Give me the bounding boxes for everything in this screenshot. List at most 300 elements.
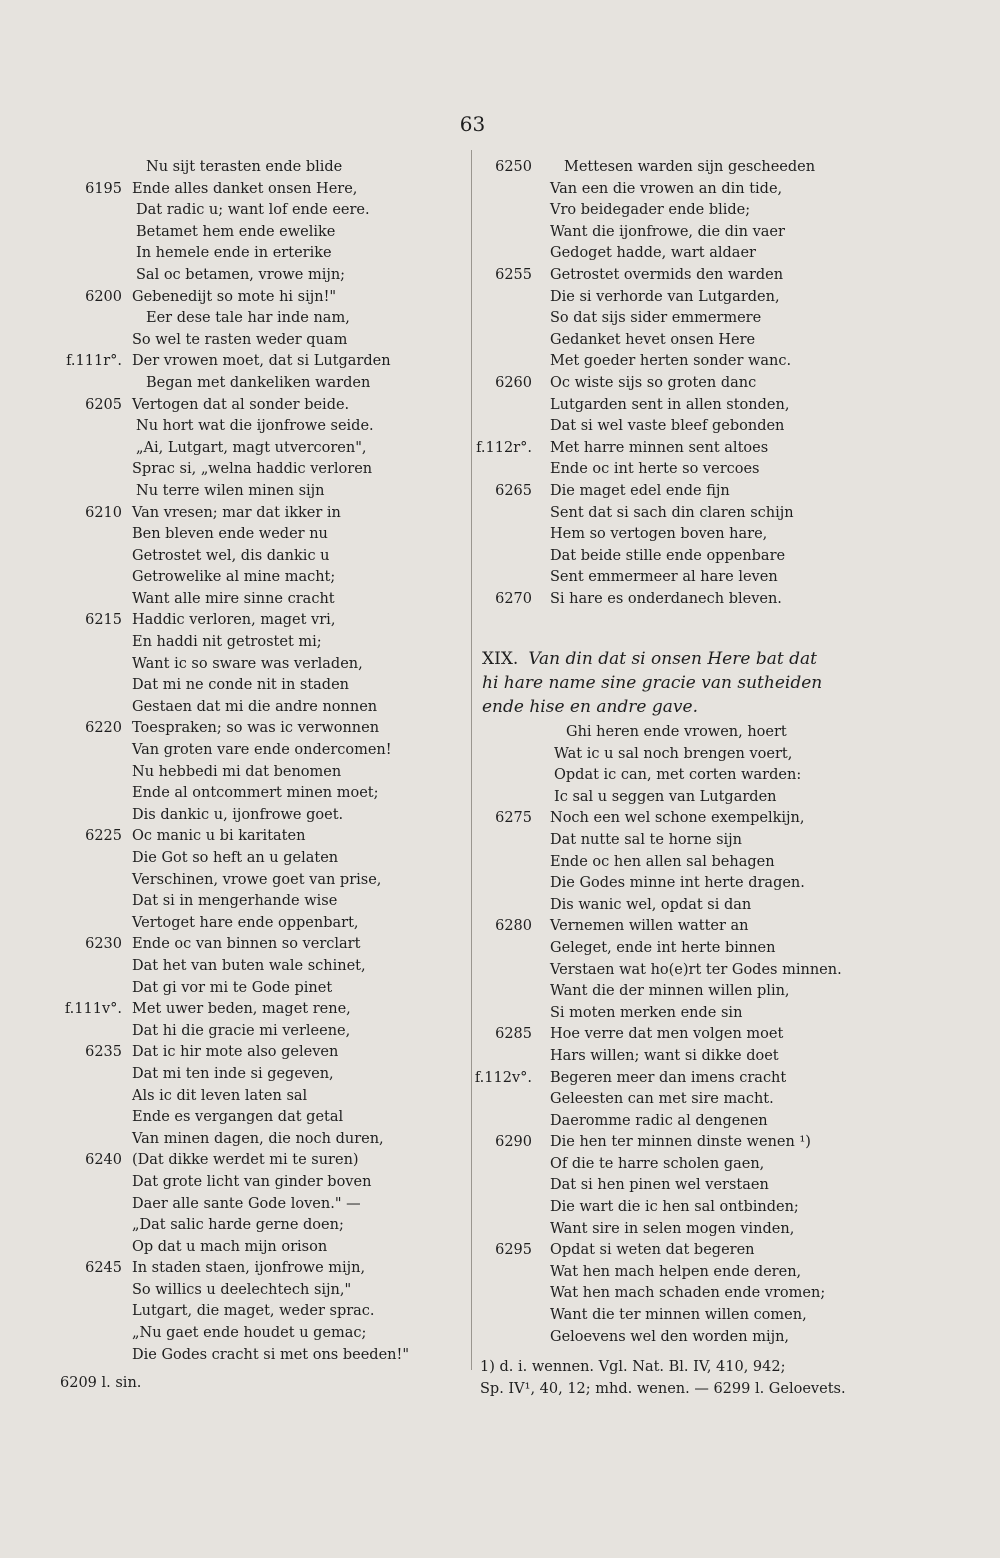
verse-number bbox=[470, 960, 550, 982]
verse-text: Dat hi die gracie mi verleene, bbox=[132, 1022, 351, 1039]
right-column bbox=[470, 157, 890, 610]
verse-line bbox=[40, 567, 460, 589]
verse-number bbox=[40, 632, 132, 654]
verse-text: Wat ic u sal noch brengen voert, bbox=[554, 745, 793, 762]
verse-line bbox=[470, 1154, 890, 1176]
verse-number bbox=[40, 373, 132, 395]
verse-text: Als ic dit leven laten sal bbox=[132, 1087, 308, 1104]
verse-line bbox=[40, 503, 460, 525]
verse-number: 6225 bbox=[85, 828, 122, 845]
verse-line bbox=[40, 1258, 460, 1280]
verse-number bbox=[40, 200, 132, 222]
verse-text: Sent emmermeer al hare leven bbox=[550, 569, 778, 586]
verse-line bbox=[40, 373, 460, 395]
verse-text: Lutgart, die maget, weder sprac. bbox=[132, 1303, 375, 1320]
verse-line bbox=[470, 765, 890, 787]
verse-line bbox=[40, 1237, 460, 1259]
verse-number: 6250 bbox=[495, 159, 532, 175]
verse-text: Wat hen mach schaden ende vromen; bbox=[550, 1285, 826, 1302]
verse-text: Getrostet overmids den warden bbox=[550, 266, 784, 283]
verse-number bbox=[470, 287, 550, 309]
verse-text: Ende al ontcommert minen moet; bbox=[132, 785, 379, 802]
verse-number bbox=[470, 1089, 550, 1111]
footnotes-right bbox=[480, 1356, 890, 1400]
verse-number bbox=[40, 265, 132, 287]
verse-line bbox=[470, 416, 890, 438]
verse-line bbox=[40, 1107, 460, 1129]
verse-line bbox=[40, 524, 460, 546]
footnote-line-1: 1) d. i. wennen. Vgl. Nat. Bl. IV, 410, 942; bbox=[480, 1359, 786, 1375]
verse-line bbox=[40, 610, 460, 632]
verse-line bbox=[40, 1323, 460, 1345]
verse-text: Sprac si, „welna haddic verloren bbox=[132, 461, 373, 478]
verse-text: Met harre minnen sent altoes bbox=[550, 439, 769, 456]
verse-text: Want alle mire sinne cracht bbox=[132, 590, 335, 607]
verse-line bbox=[40, 632, 460, 654]
verse-number bbox=[470, 1046, 550, 1068]
verse-number: f.111r°. bbox=[66, 353, 122, 370]
verse-number bbox=[470, 330, 550, 352]
verse-number bbox=[40, 1107, 132, 1129]
verse-text: Met uwer beden, maget rene, bbox=[132, 1001, 351, 1018]
verse-number: f.112v°. bbox=[474, 1069, 532, 1086]
verse-text: Dat mi ne conde nit in staden bbox=[132, 677, 350, 694]
verse-number: 6290 bbox=[495, 1134, 532, 1151]
verse-text: „Dat salic harde gerne doen; bbox=[132, 1217, 344, 1234]
verse-line bbox=[40, 222, 460, 244]
verse-line bbox=[40, 999, 460, 1021]
verse-number bbox=[470, 1175, 550, 1197]
verse-number bbox=[470, 1305, 550, 1327]
verse-line bbox=[470, 1219, 890, 1241]
verse-line bbox=[470, 744, 890, 766]
verse-text: Dat si wel vaste bleef gebonden bbox=[550, 418, 785, 435]
verse-number: 6275 bbox=[495, 810, 532, 827]
verse-number bbox=[40, 783, 132, 805]
verse-line bbox=[470, 395, 890, 417]
verse-line bbox=[40, 956, 460, 978]
verse-number bbox=[470, 222, 550, 244]
verse-text: Daeromme radic al dengenen bbox=[550, 1112, 768, 1129]
verse-line bbox=[470, 373, 890, 395]
verse-line bbox=[470, 243, 890, 265]
verse-line bbox=[470, 1068, 890, 1090]
verse-line bbox=[40, 762, 460, 784]
verse-text: (Dat dikke werdet mi te suren) bbox=[132, 1152, 359, 1169]
verse-line bbox=[470, 1305, 890, 1327]
verse-text: Die maget edel ende fijn bbox=[550, 482, 730, 499]
verse-text: Si moten merken ende sin bbox=[550, 1004, 743, 1021]
verse-text: Begeren meer dan imens cracht bbox=[550, 1069, 787, 1086]
verse-text: Dat het van buten wale schinet, bbox=[132, 957, 366, 974]
verse-number: 6265 bbox=[495, 482, 532, 499]
verse-line bbox=[40, 243, 460, 265]
verse-line bbox=[470, 1327, 890, 1349]
verse-line bbox=[470, 1283, 890, 1305]
verse-number bbox=[470, 524, 550, 546]
verse-line bbox=[470, 1024, 890, 1046]
verse-text: Die Godes cracht si met ons beeden!" bbox=[132, 1346, 409, 1363]
right-column-verses-2 bbox=[470, 722, 890, 1348]
verse-text: Daer alle sante Gode loven." — bbox=[132, 1195, 361, 1212]
verse-number bbox=[40, 416, 132, 438]
verse-number bbox=[470, 1327, 550, 1349]
verse-line bbox=[40, 265, 460, 287]
verse-number bbox=[40, 589, 132, 611]
verse-line bbox=[40, 913, 460, 935]
verse-number bbox=[40, 243, 132, 265]
verse-line bbox=[40, 179, 460, 201]
verse-number bbox=[470, 722, 550, 744]
verse-line bbox=[40, 1172, 460, 1194]
verse-line bbox=[470, 567, 890, 589]
verse-line bbox=[40, 1129, 460, 1151]
verse-text: Getrowelike al mine macht; bbox=[132, 569, 336, 586]
verse-number bbox=[470, 351, 550, 373]
verse-number bbox=[40, 567, 132, 589]
verse-text: Sal oc betamen, vrowe mijn; bbox=[136, 266, 346, 283]
verse-line bbox=[470, 916, 890, 938]
verse-text: Dis wanic wel, opdat si dan bbox=[550, 896, 752, 913]
verse-number bbox=[40, 913, 132, 935]
verse-line bbox=[40, 848, 460, 870]
verse-number bbox=[470, 1262, 550, 1284]
verse-line bbox=[40, 157, 460, 179]
verse-text: Want die der minnen willen plin, bbox=[550, 983, 790, 1000]
verse-line bbox=[40, 438, 460, 460]
verse-number: 6240 bbox=[85, 1152, 122, 1169]
verse-line bbox=[40, 1215, 460, 1237]
verse-text: Lutgarden sent in allen stonden, bbox=[550, 396, 790, 413]
verse-line bbox=[40, 826, 460, 848]
verse-text: Vro beidegader ende blide; bbox=[550, 202, 751, 219]
verse-line bbox=[40, 740, 460, 762]
verse-number bbox=[470, 395, 550, 417]
verse-number bbox=[470, 1003, 550, 1025]
verse-number bbox=[470, 938, 550, 960]
verse-text: Ende es vergangen dat getal bbox=[132, 1109, 344, 1126]
verse-number bbox=[470, 459, 550, 481]
verse-number bbox=[40, 157, 132, 179]
verse-number bbox=[40, 740, 132, 762]
verse-number bbox=[470, 243, 550, 265]
verse-number bbox=[40, 1237, 132, 1259]
verse-line bbox=[470, 546, 890, 568]
verse-text: „Ai, Lutgart, magt utvercoren", bbox=[136, 439, 367, 456]
verse-number: 6195 bbox=[85, 180, 122, 197]
verse-line bbox=[40, 589, 460, 611]
verse-line bbox=[470, 960, 890, 982]
verse-text: Nu hebbedi mi dat benomen bbox=[132, 763, 342, 780]
verse-text: Die hen ter minnen dinste wenen ¹) bbox=[550, 1134, 811, 1151]
verse-line bbox=[470, 787, 890, 809]
verse-line bbox=[40, 1280, 460, 1302]
verse-line bbox=[470, 330, 890, 352]
verse-number bbox=[470, 1219, 550, 1241]
verse-number: 6255 bbox=[495, 266, 532, 283]
verse-number bbox=[470, 179, 550, 201]
verse-text: Dat radic u; want lof ende eere. bbox=[136, 202, 370, 219]
verse-number: 6285 bbox=[495, 1026, 532, 1043]
verse-line bbox=[40, 783, 460, 805]
verse-number bbox=[40, 1194, 132, 1216]
verse-text: Dat beide stille ende oppenbare bbox=[550, 547, 786, 564]
verse-number bbox=[470, 416, 550, 438]
verse-line bbox=[40, 546, 460, 568]
verse-number bbox=[470, 503, 550, 525]
verse-line bbox=[470, 438, 890, 460]
verse-text: Nu hort wat die ijonfrowe seide. bbox=[136, 418, 374, 435]
verse-text: Ende alles danket onsen Here, bbox=[132, 180, 358, 197]
verse-number bbox=[470, 546, 550, 568]
verse-text: Sent dat si sach din claren schijn bbox=[550, 504, 794, 521]
verse-number bbox=[40, 1280, 132, 1302]
verse-text: Si hare es onderdanech bleven. bbox=[550, 590, 782, 607]
left-column bbox=[40, 157, 460, 1366]
verse-number: 6260 bbox=[495, 374, 532, 391]
verse-line bbox=[470, 895, 890, 917]
verse-number bbox=[40, 891, 132, 913]
verse-line bbox=[470, 981, 890, 1003]
verse-text: Verschinen, vrowe goet van prise, bbox=[132, 871, 382, 888]
verse-text: Gebenedijt so mote hi sijn!" bbox=[132, 288, 337, 305]
verse-text: Want sire in selen mogen vinden, bbox=[550, 1220, 795, 1237]
verse-line bbox=[40, 870, 460, 892]
verse-text: Die Godes minne int herte dragen. bbox=[550, 875, 805, 892]
verse-text: Want ic so sware was verladen, bbox=[132, 655, 363, 672]
verse-text: Die si verhorde van Lutgarden, bbox=[550, 288, 780, 305]
verse-text: Mettesen warden sijn gescheeden bbox=[564, 159, 816, 175]
verse-text: Betamet hem ende ewelike bbox=[136, 223, 336, 240]
verse-text: So willics u deelechtech sijn," bbox=[132, 1281, 352, 1298]
verse-text: Dis dankic u, ijonfrowe goet. bbox=[132, 806, 344, 823]
verse-line bbox=[40, 654, 460, 676]
chapter-heading bbox=[482, 647, 882, 719]
verse-number: 6270 bbox=[495, 590, 532, 607]
verse-number: f.112r°. bbox=[476, 439, 532, 456]
verse-number bbox=[40, 805, 132, 827]
verse-text: Van minen dagen, die noch duren, bbox=[132, 1130, 384, 1147]
verse-line bbox=[40, 697, 460, 719]
verse-number bbox=[40, 697, 132, 719]
chapter-number: XIX. bbox=[482, 649, 519, 669]
verse-text: Ic sal u seggen van Lutgarden bbox=[554, 788, 777, 805]
verse-number: 6235 bbox=[85, 1044, 122, 1061]
verse-text: Dat nutte sal te horne sijn bbox=[550, 831, 743, 848]
verse-line bbox=[470, 1046, 890, 1068]
verse-text: Ghi heren ende vrowen, hoert bbox=[566, 724, 787, 740]
verse-number bbox=[40, 654, 132, 676]
verse-text: Geleesten can met sire macht. bbox=[550, 1091, 774, 1108]
verse-text: Getrostet wel, dis dankic u bbox=[132, 547, 330, 564]
verse-text: So wel te rasten weder quam bbox=[132, 331, 348, 348]
verse-number bbox=[470, 1111, 550, 1133]
verse-text: Oc wiste sijs so groten danc bbox=[550, 374, 757, 391]
verse-text: Hars willen; want si dikke doet bbox=[550, 1047, 779, 1064]
verse-text: Of die te harre scholen gaen, bbox=[550, 1155, 765, 1172]
verse-text: In hemele ende in erterike bbox=[136, 245, 332, 262]
verse-number bbox=[470, 830, 550, 852]
verse-text: Gestaen dat mi die andre nonnen bbox=[132, 698, 378, 715]
verse-line bbox=[40, 1345, 460, 1367]
verse-line bbox=[40, 1301, 460, 1323]
verse-text: Opdat si weten dat begeren bbox=[550, 1242, 755, 1259]
verse-line bbox=[40, 459, 460, 481]
verse-line bbox=[470, 1262, 890, 1284]
verse-number bbox=[40, 1215, 132, 1237]
verse-text: „Nu gaet ende houdet u gemac; bbox=[132, 1325, 367, 1342]
verse-number: 6280 bbox=[495, 918, 532, 935]
verse-line bbox=[470, 589, 890, 611]
verse-line bbox=[470, 1197, 890, 1219]
verse-text: Nu terre wilen minen sijn bbox=[136, 482, 325, 499]
verse-text: Op dat u mach mijn orison bbox=[132, 1238, 328, 1255]
verse-text: Gedoget hadde, wart aldaer bbox=[550, 245, 756, 262]
verse-line bbox=[40, 351, 460, 373]
verse-number bbox=[40, 481, 132, 503]
verse-text: Dat grote licht van ginder boven bbox=[132, 1173, 372, 1190]
verse-line bbox=[470, 157, 890, 179]
verse-line bbox=[40, 1150, 460, 1172]
verse-line bbox=[40, 1086, 460, 1108]
verse-text: Dat gi vor mi te Gode pinet bbox=[132, 979, 333, 996]
verse-number: 6245 bbox=[85, 1260, 122, 1277]
verse-text: Met goeder herten sonder wanc. bbox=[550, 353, 792, 370]
verse-line bbox=[40, 891, 460, 913]
verse-text: Geleget, ende int herte binnen bbox=[550, 939, 776, 956]
verse-line bbox=[470, 873, 890, 895]
verse-line bbox=[470, 459, 890, 481]
verse-number bbox=[470, 981, 550, 1003]
verse-text: Der vrowen moet, dat si Lutgarden bbox=[132, 353, 391, 370]
verse-text: Verstaen wat ho(e)rt ter Godes minnen. bbox=[550, 961, 842, 978]
verse-number bbox=[470, 873, 550, 895]
verse-text: Want die ter minnen willen comen, bbox=[550, 1307, 807, 1324]
verse-text: Hoe verre dat men volgen moet bbox=[550, 1026, 784, 1043]
verse-text: Van groten vare ende ondercomen! bbox=[132, 742, 392, 759]
verse-text: Noch een wel schone exempelkijn, bbox=[550, 810, 805, 827]
verse-line bbox=[40, 395, 460, 417]
verse-number bbox=[40, 330, 132, 352]
verse-line bbox=[470, 938, 890, 960]
verse-line bbox=[470, 308, 890, 330]
verse-line bbox=[40, 287, 460, 309]
verse-line bbox=[40, 330, 460, 352]
verse-line bbox=[40, 481, 460, 503]
verse-number bbox=[40, 1021, 132, 1043]
verse-line bbox=[470, 265, 890, 287]
verse-line bbox=[470, 351, 890, 373]
verse-number bbox=[40, 222, 132, 244]
verse-number bbox=[470, 567, 550, 589]
verse-number bbox=[40, 1086, 132, 1108]
verse-number bbox=[470, 895, 550, 917]
verse-line bbox=[40, 1064, 460, 1086]
verse-text: Wat hen mach helpen ende deren, bbox=[550, 1263, 802, 1280]
verse-text: Geloevens wel den worden mijn, bbox=[550, 1328, 790, 1345]
verse-text: So dat sijs sider emmermere bbox=[550, 310, 762, 327]
verse-text: Vernemen willen watter an bbox=[550, 918, 749, 935]
footnote-line-2: Sp. IV¹, 40, 12; mhd. wenen. — 6299 l. Geloevets. bbox=[480, 1381, 846, 1397]
verse-text: Van vresen; mar dat ikker in bbox=[132, 504, 341, 521]
footnote-left: 6209 l. sin. bbox=[60, 1375, 142, 1391]
verse-number: f.111v°. bbox=[64, 1001, 122, 1018]
verse-line bbox=[40, 675, 460, 697]
verse-line bbox=[470, 830, 890, 852]
verse-number: 6205 bbox=[85, 396, 122, 413]
verse-number: 6200 bbox=[85, 288, 122, 305]
verse-number: 6210 bbox=[85, 504, 122, 521]
verse-text: Dat si in mengerhande wise bbox=[132, 893, 338, 910]
verse-text: Ende oc hen allen sal behagen bbox=[550, 853, 775, 870]
verse-text: Ende oc van binnen so verclart bbox=[132, 936, 361, 953]
chapter-title-line-1: Van din dat si onsen Here bat dat bbox=[528, 649, 817, 669]
verse-text: Ende oc int herte so vercoes bbox=[550, 461, 760, 478]
verse-number bbox=[470, 308, 550, 330]
verse-line bbox=[470, 1089, 890, 1111]
verse-number bbox=[40, 1172, 132, 1194]
verse-number bbox=[470, 1283, 550, 1305]
verse-line bbox=[470, 1175, 890, 1197]
verse-number bbox=[470, 1154, 550, 1176]
verse-text: En haddi nit getrostet mi; bbox=[132, 634, 322, 651]
verse-number bbox=[470, 765, 550, 787]
verse-number bbox=[40, 1301, 132, 1323]
verse-line bbox=[470, 200, 890, 222]
verse-number bbox=[470, 200, 550, 222]
verse-number bbox=[40, 978, 132, 1000]
verse-text: Began met dankeliken warden bbox=[146, 374, 371, 391]
verse-line bbox=[470, 481, 890, 503]
verse-number bbox=[40, 1129, 132, 1151]
verse-line bbox=[470, 722, 890, 744]
chapter-title-line-3: ende hise en andre gave. bbox=[482, 697, 698, 717]
verse-text: Toespraken; so was ic verwonnen bbox=[132, 720, 380, 737]
verse-number: 6230 bbox=[85, 936, 122, 953]
verse-line bbox=[470, 287, 890, 309]
verse-text: Die Got so heft an u gelaten bbox=[132, 850, 339, 866]
verse-number bbox=[40, 675, 132, 697]
page-number: 63 bbox=[459, 112, 486, 136]
verse-text: In staden staen, ijonfrowe mijn, bbox=[132, 1260, 366, 1277]
verse-number bbox=[40, 848, 132, 870]
verse-line bbox=[470, 808, 890, 830]
verse-line bbox=[40, 308, 460, 330]
verse-number bbox=[40, 308, 132, 330]
verse-text: Ben bleven ende weder nu bbox=[132, 526, 328, 543]
verse-line bbox=[40, 416, 460, 438]
verse-line bbox=[40, 978, 460, 1000]
verse-line bbox=[470, 222, 890, 244]
verse-number bbox=[40, 762, 132, 784]
verse-number bbox=[40, 870, 132, 892]
verse-text: Dat si hen pinen wel verstaen bbox=[550, 1177, 769, 1194]
verse-number bbox=[470, 744, 550, 766]
verse-text: Vertogen dat al sonder beide. bbox=[132, 396, 350, 413]
verse-line bbox=[40, 805, 460, 827]
verse-number bbox=[470, 852, 550, 874]
verse-number bbox=[40, 459, 132, 481]
verse-line bbox=[470, 1132, 890, 1154]
verse-number: 6215 bbox=[85, 612, 122, 629]
verse-line bbox=[40, 1042, 460, 1064]
verse-text: Vertoget hare ende oppenbart, bbox=[132, 914, 359, 931]
verse-line bbox=[40, 1194, 460, 1216]
verse-number: 6295 bbox=[495, 1242, 532, 1259]
verse-line bbox=[470, 1111, 890, 1133]
verse-number bbox=[40, 546, 132, 568]
verse-text: Opdat ic can, met corten warden: bbox=[554, 767, 802, 784]
